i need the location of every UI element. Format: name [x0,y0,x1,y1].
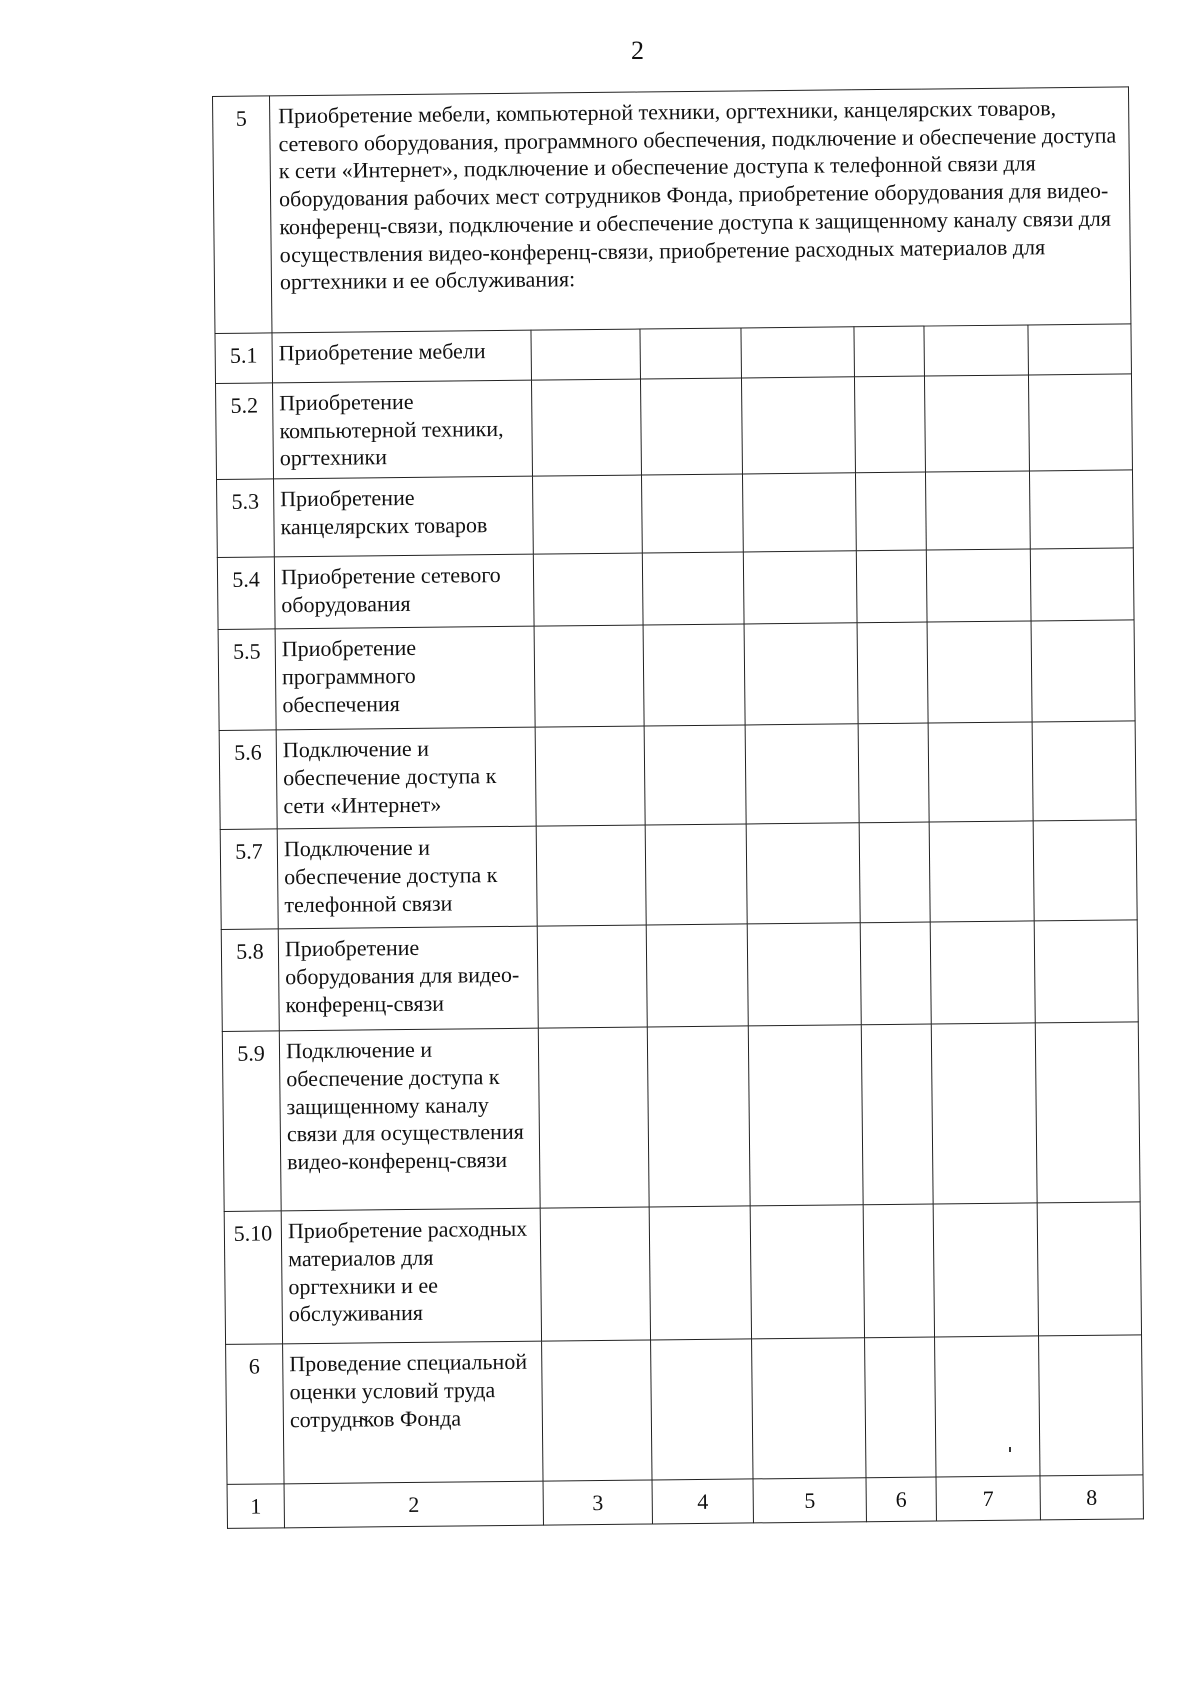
cell [858,723,929,823]
cell [752,1338,866,1479]
cell [1039,1335,1143,1476]
cell [861,1024,933,1205]
table-row [218,620,1135,731]
column-number: 5 [753,1478,866,1523]
cell [647,1026,750,1207]
cell [542,1340,652,1481]
cell [741,377,855,474]
row-description: Приобретение расходных материалов для оргтехники и ее обслуживания [281,1208,541,1344]
cell [860,922,931,1025]
row-description: Приобретение мебели [272,330,532,383]
cell [1028,374,1132,471]
row-description: Подключение и обеспечение доступа к телефонной связи [277,826,537,929]
row-number: 6 [226,1344,284,1485]
row-description: Подключение и обеспечение доступа к защищенному каналу связи для осуществления видео-конференц-связи [279,1028,540,1211]
cell [531,379,641,476]
cell [540,1207,650,1341]
table-row [219,721,1136,830]
cell [745,724,859,824]
cell [854,376,925,473]
cell [927,621,1032,723]
cell [1029,470,1133,549]
cell [748,1025,863,1206]
row-description: Приобретение сетевого оборудования [274,554,534,629]
row-number: 5 [213,96,272,334]
cell [1037,1202,1141,1336]
column-number: 4 [652,1479,753,1524]
scan-speck [1009,1447,1011,1452]
cell [538,1027,649,1208]
cell [741,327,855,378]
row-number: 5.5 [218,629,276,731]
row-number: 5.1 [215,333,273,384]
row-number: 5.7 [220,829,278,930]
cell [1032,721,1136,821]
row-description: Проведение специальной оценки условий труда сотрудн̴ков Фонда [283,1341,543,1484]
cell [533,475,643,554]
cell [743,551,857,624]
cell [645,824,747,925]
cell [1033,820,1137,921]
row-number: 5.4 [217,557,275,630]
cell [1031,620,1135,722]
column-number: 3 [543,1480,652,1525]
cell [742,473,856,552]
column-number: 8 [1040,1475,1143,1520]
cell [865,1337,936,1478]
column-number: 6 [866,1477,936,1522]
cell [933,1203,1038,1337]
cell [854,326,925,377]
table-row [226,1335,1143,1485]
section-header-row [213,87,1131,334]
cell [929,821,1034,922]
row-number: 5.6 [219,730,277,830]
table-row [222,1022,1140,1212]
budget-table [212,86,1144,1529]
cell [646,924,748,1027]
row-description: Приобретение компьютерной техники, оргтехники [273,380,533,479]
cell [931,1023,1037,1204]
cell [651,1339,753,1480]
column-number-row [227,1475,1143,1529]
cell [1035,1022,1140,1203]
cell [855,472,926,551]
cell [640,378,742,475]
section-header-text: Приобретение мебели, компьютерной техники, оргтехники, канцелярских товаров, сетевого оборудования, программного обеспечения, подключение и обеспечение доступа к сети «Интернет», подключение и обеспечение доступа к телефонной связи для оборудования рабочих мест сотрудников Фонда, приобретение оборудования для видео-конференц-связи, подключение и обеспечение доступа к защищенному каналу связи для осуществления видео-конференц-связи, приобретение расходных материалов для оргтехники и ее обслуживания: [270,87,1131,333]
cell [533,553,643,626]
cell [537,925,647,1028]
table-row [224,1202,1141,1345]
cell [535,726,645,826]
column-number: 1 [227,1484,284,1529]
cell [747,923,861,1026]
row-number: 5.9 [222,1031,281,1212]
row-number: 5.3 [217,479,275,558]
row-description: Приобретение программного обеспечения [275,626,535,730]
cell [642,552,744,625]
row-number: 5.10 [224,1211,282,1345]
cell [930,921,1035,1024]
cell [531,329,641,380]
row-description: Подключение и обеспечение доступа к сети «Интернет» [276,727,536,829]
table-row [221,920,1138,1032]
cell [925,471,1030,550]
cell [926,549,1031,622]
row-description: Приобретение оборудования для видео-конференц-связи [278,926,538,1031]
cell [856,550,927,623]
cell [640,328,742,379]
cell [857,622,928,724]
row-number: 5.8 [221,929,279,1032]
cell [643,624,745,726]
column-number: 7 [936,1476,1040,1521]
table-row [220,820,1137,930]
cell [744,623,858,725]
cell [859,822,930,923]
cell [863,1204,934,1338]
table-row [217,548,1134,630]
cell [750,1205,864,1339]
cell [746,823,860,924]
cell [1030,548,1134,621]
cell [928,722,1033,822]
column-number: 2 [284,1481,543,1528]
cell [641,474,743,553]
cell [649,1206,751,1340]
row-description: Приобретение канцелярских товаров [274,476,534,557]
cell [1028,324,1132,375]
cell [924,375,1029,472]
row-number: 5.2 [216,383,274,480]
cell [1034,920,1138,1023]
cell [644,725,746,825]
cell [935,1336,1040,1477]
table-row [216,374,1133,480]
cell [924,325,1029,376]
cell [536,825,646,926]
page-number: 2 [631,36,644,65]
table-row [217,470,1134,558]
cell [534,625,644,727]
